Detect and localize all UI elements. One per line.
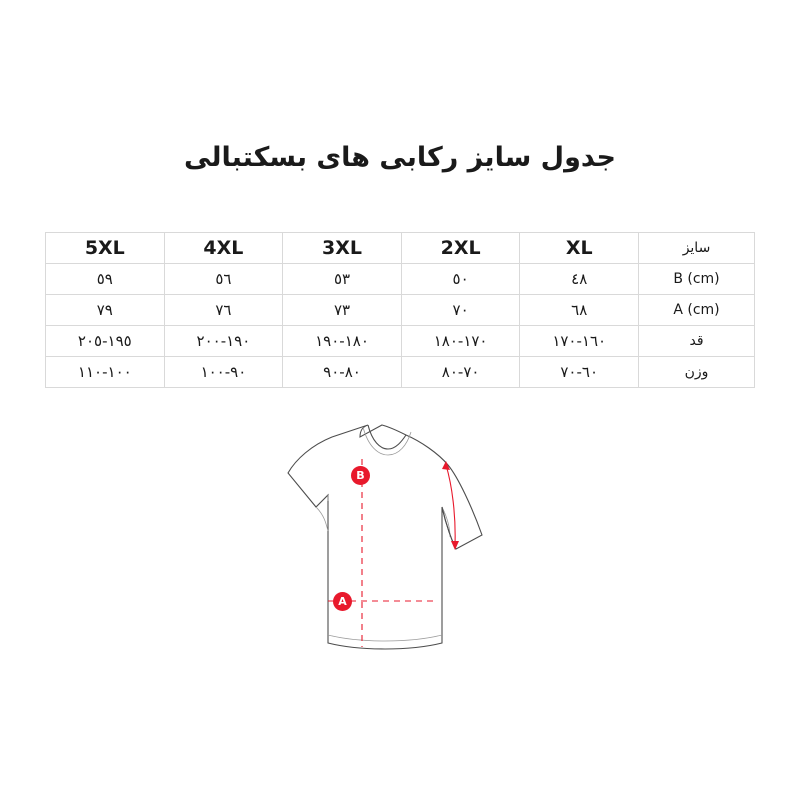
table-row	[46, 357, 755, 388]
table-header-size-2xl: 2XL	[401, 233, 520, 264]
table-row	[46, 326, 755, 357]
cell-weight-xl: ٦٠-٧٠	[520, 357, 639, 388]
measure-badge-b: B	[351, 466, 370, 485]
page-title: جدول سایز رکابی های بسکتبالی	[184, 142, 616, 173]
cell-height-2xl: ١٧٠-١٨٠	[401, 326, 520, 357]
tshirt-diagram	[250, 415, 550, 685]
row-label-a: A (cm)	[639, 295, 755, 326]
sleeve-seam-left	[316, 507, 328, 531]
cell-a-2xl: ٧٠	[401, 295, 520, 326]
cell-b-2xl: ٥٠	[401, 264, 520, 295]
cell-a-3xl: ٧٣	[283, 295, 402, 326]
cell-weight-5xl: ١٠٠-١١٠	[46, 357, 165, 388]
cell-height-5xl: ١٩٥-٢٠٥	[46, 326, 165, 357]
cell-height-4xl: ١٩٠-٢٠٠	[164, 326, 283, 357]
cell-b-4xl: ٥٦	[164, 264, 283, 295]
cell-weight-3xl: ٨٠-٩٠	[283, 357, 402, 388]
row-label-b: B (cm)	[639, 264, 755, 295]
cell-a-5xl: ٧٩	[46, 295, 165, 326]
table-header-size-4xl: 4XL	[164, 233, 283, 264]
row-label-weight: وزن	[639, 357, 755, 388]
cell-a-4xl: ٧٦	[164, 295, 283, 326]
row-label-height: قد	[639, 326, 755, 357]
cell-height-3xl: ١٨٠-١٩٠	[283, 326, 402, 357]
cell-b-5xl: ٥٩	[46, 264, 165, 295]
table-header-size-5xl: 5XL	[46, 233, 165, 264]
size-chart-table	[45, 232, 755, 388]
table-header-row	[46, 233, 755, 264]
cell-height-xl: ١٦٠-١٧٠	[520, 326, 639, 357]
table-row	[46, 295, 755, 326]
cell-weight-2xl: ٧٠-٨٠	[401, 357, 520, 388]
table-header-size-xl: XL	[520, 233, 639, 264]
cell-b-3xl: ٥٣	[283, 264, 402, 295]
table-header-label: سایز	[639, 233, 755, 264]
cell-weight-4xl: ٩٠-١٠٠	[164, 357, 283, 388]
table-header-size-3xl: 3XL	[283, 233, 402, 264]
tshirt-illustration	[250, 415, 550, 685]
cell-a-xl: ٦٨	[520, 295, 639, 326]
table-row	[46, 264, 755, 295]
measure-badge-a: A	[333, 592, 352, 611]
cell-b-xl: ٤٨	[520, 264, 639, 295]
